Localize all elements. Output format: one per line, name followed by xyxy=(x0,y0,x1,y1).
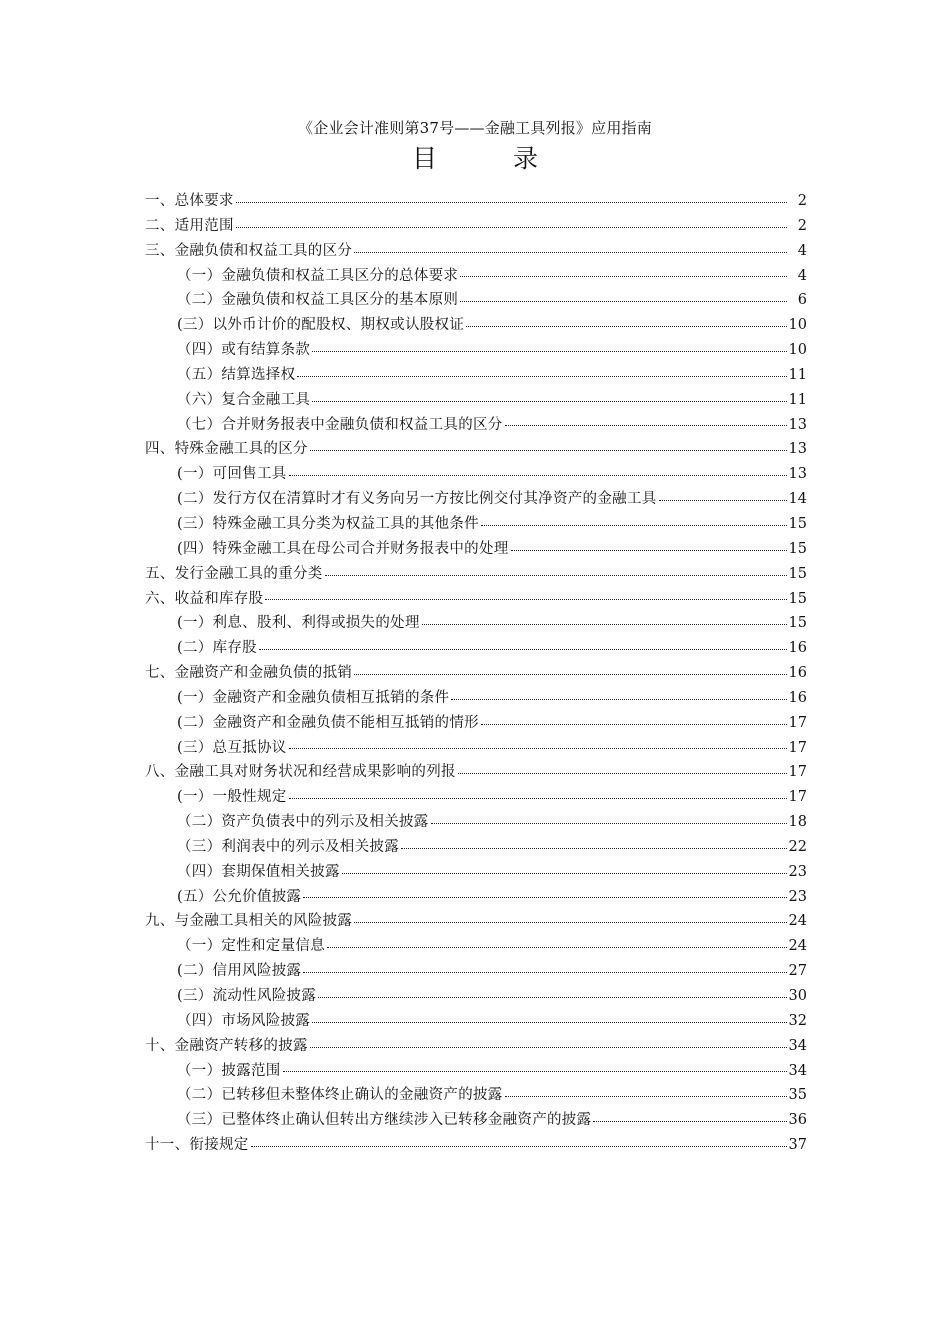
dot-leader xyxy=(342,872,787,874)
toc-entry-page-number: 30 xyxy=(788,988,807,1004)
toc-entry[interactable] xyxy=(145,736,807,761)
toc-entry-title: (三）特殊金融工具分类为权益工具的其他条件 xyxy=(177,515,479,532)
dot-leader xyxy=(505,424,787,426)
toc-entry-page-number: 32 xyxy=(788,1012,807,1029)
dot-leader xyxy=(401,847,787,849)
toc-entry-page-number: 2 xyxy=(797,193,807,209)
toc-entry[interactable] xyxy=(145,288,807,313)
toc-entry[interactable] xyxy=(145,984,807,1009)
toc-entry-page-number: 16 xyxy=(788,665,807,682)
dot-leader xyxy=(236,201,787,203)
toc-entry-title: （二）金融负债和权益工具区分的基本原则 xyxy=(177,292,459,309)
toc-entry-page-number: 2 xyxy=(797,217,807,234)
toc-entry-title: （四）市场风险披露 xyxy=(177,1012,311,1029)
toc-entry-page-number: 24 xyxy=(788,938,807,955)
toc-entry[interactable] xyxy=(145,1083,807,1108)
dot-leader xyxy=(422,623,787,625)
dot-leader xyxy=(458,772,787,774)
toc-entry[interactable] xyxy=(145,1133,807,1158)
dot-leader xyxy=(303,971,786,973)
toc-entry[interactable] xyxy=(145,338,807,363)
dot-leader xyxy=(354,251,787,253)
dot-leader xyxy=(303,896,786,898)
toc-entry[interactable] xyxy=(145,437,807,462)
toc-entry-page-number: 15 xyxy=(788,565,807,582)
dot-leader xyxy=(289,747,787,749)
toc-entry[interactable] xyxy=(145,189,807,214)
toc-entry-page-number: 16 xyxy=(788,689,807,706)
dot-leader xyxy=(289,797,787,799)
toc-entry-page-number: 36 xyxy=(788,1112,807,1129)
dot-leader xyxy=(265,598,786,600)
toc-entry[interactable] xyxy=(145,363,807,388)
toc-entry[interactable] xyxy=(145,239,807,264)
toc-entry-title: (三）流动性风险披露 xyxy=(177,988,317,1004)
toc-entry-page-number: 15 xyxy=(788,615,807,632)
toc-entry-page-number: 6 xyxy=(797,292,807,309)
toc-entry[interactable] xyxy=(145,562,807,587)
toc-entry-page-number: 11 xyxy=(788,366,807,383)
toc-entry[interactable] xyxy=(145,413,807,438)
toc-entry-page-number: 4 xyxy=(797,242,807,259)
dot-leader xyxy=(310,449,787,451)
toc-entry-title: 二、适用范围 xyxy=(145,217,234,234)
toc-entry[interactable] xyxy=(145,313,807,338)
dot-leader xyxy=(511,549,787,551)
dot-leader xyxy=(236,226,787,228)
toc-entry-title: (二）发行方仅在清算时才有义务向另一方按比例交付其净资产的金融工具 xyxy=(177,491,657,508)
toc-entry-title: （六）复合金融工具 xyxy=(177,391,311,408)
toc-entry[interactable] xyxy=(145,1009,807,1034)
toc-entry[interactable] xyxy=(145,214,807,239)
dot-leader xyxy=(312,1021,786,1023)
toc-entry-page-number: 13 xyxy=(788,466,807,483)
toc-entry-title: 十一、衔接规定 xyxy=(145,1137,249,1154)
toc-entry-title: (一）金融资产和金融负债相互抵销的条件 xyxy=(177,689,450,706)
toc-entry-page-number: 11 xyxy=(788,391,807,408)
dot-leader xyxy=(451,698,786,700)
toc-entry[interactable] xyxy=(145,611,807,636)
toc-entry[interactable] xyxy=(145,537,807,562)
table-of-contents xyxy=(145,189,807,1158)
dot-leader xyxy=(481,524,787,526)
toc-entry-title: （一）定性和定量信息 xyxy=(177,938,325,955)
toc-entry[interactable] xyxy=(145,587,807,612)
toc-entry-title: 九、与金融工具相关的风险披露 xyxy=(145,913,353,930)
dot-leader xyxy=(466,325,786,327)
toc-entry[interactable] xyxy=(145,686,807,711)
toc-entry-title: 四、特殊金融工具的区分 xyxy=(145,441,308,458)
toc-entry-title: (二）信用风险披露 xyxy=(177,963,302,980)
toc-entry-page-number: 15 xyxy=(788,590,807,607)
toc-entry-page-number: 37 xyxy=(788,1137,807,1154)
dot-leader xyxy=(312,350,786,352)
toc-entry[interactable] xyxy=(145,462,807,487)
toc-entry[interactable] xyxy=(145,885,807,910)
toc-entry-title: 六、收益和库存股 xyxy=(145,590,264,607)
toc-entry[interactable] xyxy=(145,1108,807,1133)
dot-leader xyxy=(481,723,787,725)
dot-leader xyxy=(325,574,787,576)
toc-entry-title: 十、金融资产转移的披露 xyxy=(145,1037,308,1054)
toc-entry-page-number: 23 xyxy=(788,888,807,905)
toc-entry[interactable] xyxy=(145,661,807,686)
toc-entry-page-number: 16 xyxy=(788,640,807,657)
dot-leader xyxy=(297,375,786,377)
toc-entry-page-number: 10 xyxy=(788,342,807,359)
toc-entry-title: （四）套期保值相关披露 xyxy=(177,863,340,880)
toc-entry-title: 七、金融资产和金融负债的抵销 xyxy=(145,665,353,682)
toc-entry-page-number: 10 xyxy=(788,317,807,334)
dot-leader xyxy=(289,474,787,476)
toc-entry[interactable] xyxy=(145,711,807,736)
toc-entry-title: （三）利润表中的列示及相关披露 xyxy=(177,838,399,855)
toc-entry-page-number: 34 xyxy=(788,1037,807,1054)
toc-entry-title: (四）特殊金融工具在母公司合并财务报表中的处理 xyxy=(177,540,509,557)
toc-entry-title: (一）一般性规定 xyxy=(177,789,287,806)
toc-entry-page-number: 17 xyxy=(788,764,807,781)
toc-entry[interactable] xyxy=(145,810,807,835)
toc-entry-page-number: 23 xyxy=(788,863,807,880)
toc-entry-title: (一）利息、股利、利得或损失的处理 xyxy=(177,615,420,632)
toc-entry-title: （五）结算选择权 xyxy=(177,366,296,383)
toc-entry-title: （三）已整体终止确认但转出方继续涉入已转移金融资产的披露 xyxy=(177,1112,592,1129)
toc-entry-page-number: 15 xyxy=(788,540,807,557)
toc-entry-page-number: 35 xyxy=(788,1087,807,1104)
toc-entry-title: 五、发行金融工具的重分类 xyxy=(145,565,323,582)
dot-leader xyxy=(310,1046,787,1048)
toc-entry-title: （四）或有结算条款 xyxy=(177,342,311,359)
toc-entry-title: (三）总互抵协议 xyxy=(177,739,287,756)
toc-entry-title: (二）库存股 xyxy=(177,640,257,657)
toc-entry-page-number: 4 xyxy=(797,267,807,284)
dot-leader xyxy=(505,1095,787,1097)
toc-entry[interactable] xyxy=(145,1059,807,1084)
toc-entry[interactable] xyxy=(145,959,807,984)
toc-entry-page-number: 17 xyxy=(788,789,807,806)
toc-entry-page-number: 13 xyxy=(788,441,807,458)
toc-entry-title: (五）公允价值披露 xyxy=(177,888,302,905)
toc-entry-page-number: 27 xyxy=(788,963,807,980)
toc-entry[interactable] xyxy=(145,636,807,661)
dot-leader xyxy=(593,1120,786,1122)
toc-entry[interactable] xyxy=(145,860,807,885)
toc-heading: 目 录 xyxy=(412,144,572,173)
dot-leader xyxy=(327,946,787,948)
toc-entry-page-number: 18 xyxy=(788,814,807,831)
toc-entry-title: （二）已转移但未整体终止确认的金融资产的披露 xyxy=(177,1087,503,1104)
dot-leader xyxy=(354,673,786,675)
dot-leader xyxy=(312,400,786,402)
toc-entry-page-number: 17 xyxy=(788,739,807,756)
toc-entry-title: （二）资产负债表中的列示及相关披露 xyxy=(177,814,429,831)
toc-entry-title: (一）可回售工具 xyxy=(177,466,287,483)
toc-entry-title: （一）金融负债和权益工具区分的总体要求 xyxy=(177,267,459,284)
toc-entry[interactable] xyxy=(145,909,807,934)
toc-entry-title: （一）披露范围 xyxy=(177,1062,281,1079)
toc-entry-title: （七）合并财务报表中金融负债和权益工具的区分 xyxy=(177,416,503,433)
toc-entry[interactable] xyxy=(145,487,807,512)
document-title: 《企业会计准则第37号——金融工具列报》应用指南 xyxy=(298,119,652,137)
toc-entry-title: 一、总体要求 xyxy=(145,193,234,209)
dot-leader xyxy=(283,1070,787,1072)
toc-entry-page-number: 14 xyxy=(788,491,807,508)
dot-leader xyxy=(259,648,787,650)
toc-entry[interactable] xyxy=(145,835,807,860)
toc-entry-title: (三）以外币计价的配股权、期权或认股权证 xyxy=(177,317,465,334)
toc-entry[interactable] xyxy=(145,512,807,537)
dot-leader xyxy=(460,275,787,277)
toc-entry-page-number: 13 xyxy=(788,416,807,433)
toc-entry[interactable] xyxy=(145,934,807,959)
dot-leader xyxy=(659,499,787,501)
toc-entry[interactable] xyxy=(145,785,807,810)
toc-entry[interactable] xyxy=(145,264,807,289)
toc-entry-title: 三、金融负债和权益工具的区分 xyxy=(145,242,353,259)
toc-entry[interactable] xyxy=(145,1034,807,1059)
toc-entry-page-number: 24 xyxy=(788,913,807,930)
toc-entry-title: (二）金融资产和金融负债不能相互抵销的情形 xyxy=(177,714,479,731)
toc-entry-page-number: 34 xyxy=(788,1062,807,1079)
toc-entry-page-number: 17 xyxy=(788,714,807,731)
toc-entry[interactable] xyxy=(145,760,807,785)
toc-entry-page-number: 22 xyxy=(788,838,807,855)
toc-entry[interactable] xyxy=(145,388,807,413)
dot-leader xyxy=(251,1145,787,1147)
dot-leader xyxy=(460,300,787,302)
dot-leader xyxy=(431,822,787,824)
dot-leader xyxy=(318,996,786,998)
toc-entry-title: 八、金融工具对财务状况和经营成果影响的列报 xyxy=(145,764,456,781)
dot-leader xyxy=(354,921,786,923)
toc-entry-page-number: 15 xyxy=(788,515,807,532)
